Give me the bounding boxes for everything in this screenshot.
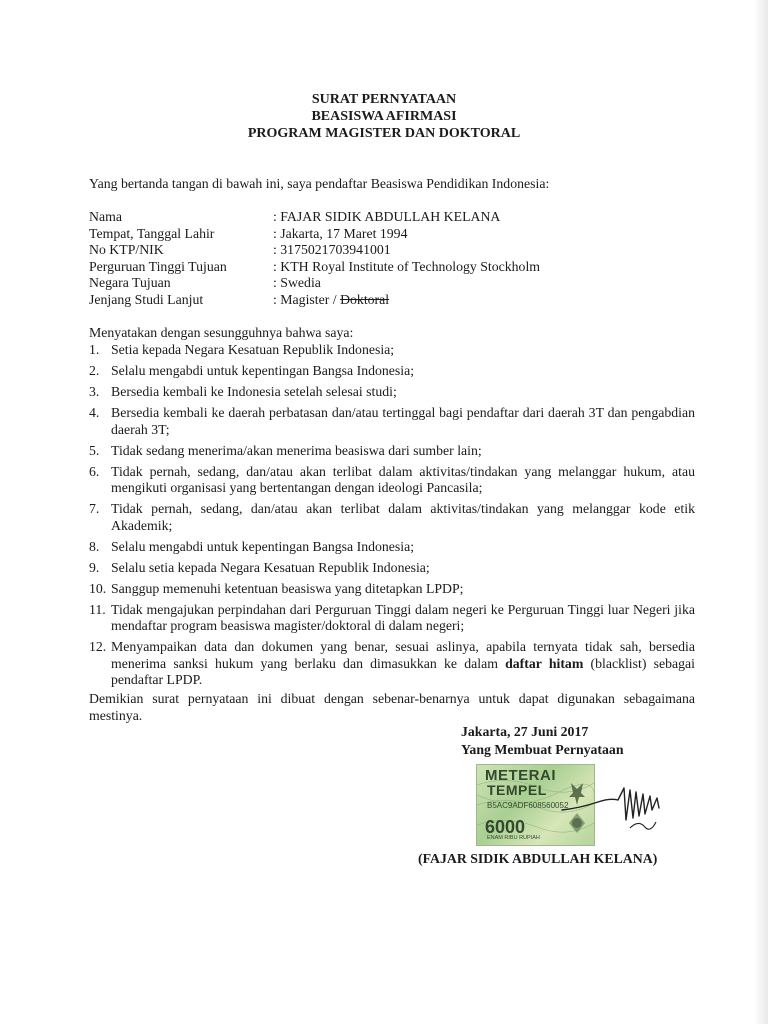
identity-label: Tempat, Tanggal Lahir	[89, 225, 215, 241]
declaration-intro: Menyatakan dengan sesungguhnya bahwa saya:	[89, 325, 354, 340]
title-line-2: BEASISWA AFIRMASI	[311, 109, 457, 124]
statement-number: 5.	[89, 442, 100, 458]
intro-text: Yang bertanda tangan di bawah ini, saya pendaftar Beasiswa Pendidikan Indonesia:	[89, 176, 550, 191]
identity-label: Nama	[89, 209, 122, 224]
statement-item	[89, 342, 695, 359]
statement-item	[89, 501, 695, 534]
signatory-name: (FAJAR SIDIK ABDULLAH KELANA)	[418, 851, 658, 866]
stamp-value: 6000	[485, 817, 526, 837]
statement-number: 9.	[89, 559, 100, 575]
identity-row-name	[89, 209, 540, 226]
statement-item	[89, 602, 695, 635]
identity-label: Jenjang Studi Lanjut	[89, 291, 204, 307]
stamp-value-words: ENAM RIBU RUPIAH	[487, 835, 540, 841]
statement-item	[89, 560, 695, 577]
statement-number: 12.	[89, 639, 107, 655]
statement-text: Sanggup memenuhi ketentuan beasiswa yang ditetapkan LPDP;	[111, 580, 464, 596]
identity-row-birth	[89, 226, 540, 243]
title-line-1: SURAT PERNYATAAN	[311, 92, 457, 107]
identity-label: Negara Tujuan	[89, 275, 171, 291]
signatory-caption: Yang Membuat Pernyataan	[461, 742, 624, 757]
statement-item	[89, 405, 695, 438]
statement-text: Tidak pernah, sedang, dan/atau akan terlibat dalam aktivitas/tindakan yang melanggar hukum, atau mengikuti organisasi yang bertentangan dengan ideologi Pancasila;	[111, 463, 695, 496]
statement-text-end: (blacklist) sebagai pendaftar LPDP.	[111, 655, 695, 688]
identity-row-level	[89, 292, 540, 309]
statement-number: 2.	[89, 362, 100, 378]
identity-value: : Jakarta, 17 Maret 1994	[273, 225, 408, 241]
stamp-serial: B5AC9ADF608560052	[487, 801, 569, 810]
stamp-title: METERAI	[485, 767, 556, 784]
statement-text: Setia kepada Negara Kesatuan Republik Indonesia;	[111, 342, 395, 357]
statement-number: 3.	[89, 383, 100, 399]
identity-value: : FAJAR SIDIK ABDULLAH KELANA	[273, 209, 501, 224]
scan-edge-shadow	[754, 0, 768, 1024]
identity-row-country	[89, 275, 540, 292]
statement-item	[89, 464, 695, 497]
statement-text: Selalu setia kepada Negara Kesatuan Republik Indonesia;	[111, 559, 430, 575]
statement-text: Selalu mengabdi untuk kepentingan Bangsa Indonesia;	[111, 362, 415, 378]
identity-label: Perguruan Tinggi Tujuan	[89, 258, 227, 274]
statement-number: 4.	[89, 404, 100, 420]
closing-paragraph: Demikian surat pernyataan ini dibuat dengan sebenar-benarnya untuk dapat digunakan sebagaimana mestinya.	[89, 691, 695, 723]
identity-value: : 3175021703941001	[273, 242, 391, 258]
statement-number: 6.	[89, 463, 100, 479]
statement-list	[89, 342, 695, 693]
statement-text: Selalu mengabdi untuk kepentingan Bangsa Indonesia;	[111, 538, 415, 554]
statement-number: 11.	[89, 601, 106, 617]
handwritten-signature	[560, 780, 690, 840]
statement-text: Tidak mengajukan perpindahan dari Perguruan Tinggi dalam negeri ke Perguruan Tinggi luar Negeri jika mendaftar program beasiswa magister/doktoral di dalam negeri;	[111, 601, 695, 634]
blacklist-term: daftar hitam	[505, 655, 584, 671]
statement-item	[89, 581, 695, 598]
statement-item	[89, 539, 695, 556]
identity-table	[89, 209, 540, 309]
identity-row-university	[89, 259, 540, 276]
place-and-date: Jakarta, 27 Juni 2017	[461, 724, 589, 739]
statement-text: Tidak pernah, sedang, dan/atau akan terlibat dalam aktivitas/tindakan yang melanggar kode etik Akademik;	[111, 501, 695, 533]
statement-number: 8.	[89, 538, 100, 554]
statement-text: Bersedia kembali ke Indonesia setelah selesai studi;	[111, 383, 397, 399]
identity-value: : Swedia	[273, 275, 321, 291]
title-line-3: PROGRAM MAGISTER DAN DOKTORAL	[247, 126, 521, 141]
statement-number: 10.	[89, 580, 107, 596]
identity-value: : Magister /	[273, 291, 341, 307]
statement-text: Bersedia kembali ke daerah perbatasan dan/atau tertinggal bagi pendaftar dari daerah 3T dan pengabdian daerah 3T;	[111, 404, 695, 437]
statement-number: 1.	[89, 342, 100, 357]
statement-item	[89, 384, 695, 401]
statement-text: Tidak sedang menerima/akan menerima beasiswa dari sumber lain;	[111, 442, 482, 458]
statement-number: 7.	[89, 501, 100, 517]
stamp-subtitle: TEMPEL	[487, 782, 547, 798]
identity-row-nik	[89, 242, 540, 259]
identity-label: No KTP/NIK	[89, 242, 164, 258]
identity-value: : KTH Royal Institute of Technology Stockholm	[273, 258, 541, 274]
struck-value: Doktoral	[340, 291, 390, 307]
statement-item	[89, 639, 695, 689]
statement-text: Menyampaikan data dan dokumen yang benar, sesuai aslinya, apabila ternyata tidak sah, bersedia menerima sanksi hukum yang berlaku dan dimasukkan ke dalam	[111, 639, 695, 671]
statement-item	[89, 363, 695, 380]
statement-item	[89, 443, 695, 460]
